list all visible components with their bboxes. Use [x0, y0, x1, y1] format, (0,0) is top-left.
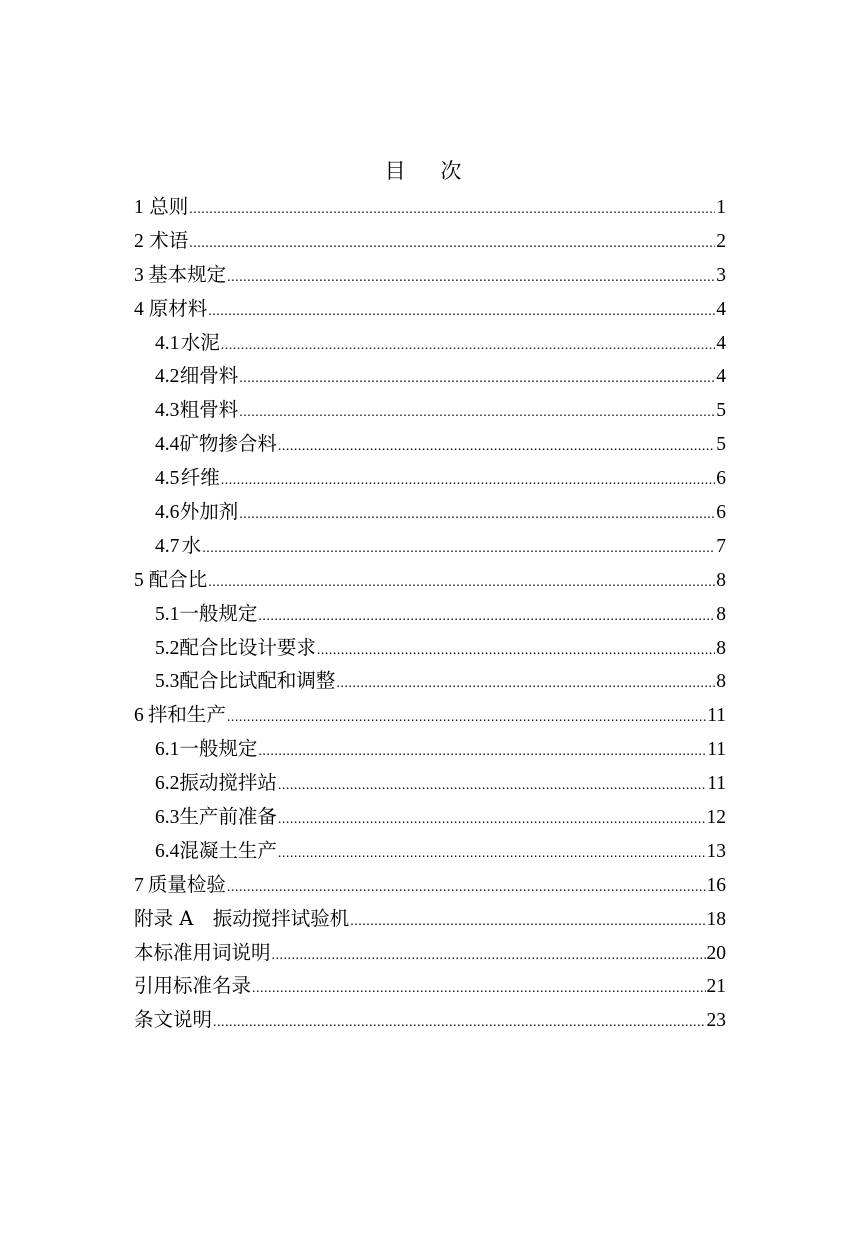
toc-leader-dots: [239, 498, 715, 532]
toc-entry-number: 5.2: [155, 637, 180, 659]
toc-entry-page: 18: [706, 908, 726, 930]
toc-entry-label: 条文说明: [134, 1008, 213, 1032]
toc-entry[interactable]: [134, 732, 726, 766]
toc-entry[interactable]: [134, 224, 726, 258]
toc-entry-page: 4: [716, 298, 726, 320]
toc-entry[interactable]: [134, 597, 726, 631]
toc-entry-page: 12: [706, 807, 726, 829]
toc-entry-page: 5: [716, 434, 726, 456]
toc-entry-label: 粗骨料: [179, 398, 239, 422]
toc-entry-number: 4: [134, 298, 144, 320]
toc-entry[interactable]: [134, 495, 726, 529]
toc-title: 目 次: [384, 159, 476, 183]
toc-entry[interactable]: [134, 698, 726, 732]
toc-leader-dots: [227, 701, 706, 735]
toc-leader-dots: [258, 600, 715, 634]
toc-entry[interactable]: [134, 326, 726, 360]
toc-leader-dots: [221, 464, 716, 498]
toc-entry-page: 8: [716, 603, 726, 625]
toc-leader-dots: [336, 667, 715, 701]
toc-entry-label: 水泥: [180, 330, 220, 354]
toc-leader-dots: [239, 396, 715, 430]
toc-leader-dots: [252, 972, 705, 1006]
toc-entry-label: 细骨料: [179, 364, 239, 388]
toc-entry[interactable]: [134, 190, 726, 224]
toc-leader-dots: [227, 871, 706, 905]
toc-entry[interactable]: [134, 359, 726, 393]
toc-entry-page: 6: [716, 468, 726, 490]
toc-entry-number: 6.1: [155, 739, 180, 761]
toc-leader-dots: [208, 295, 715, 329]
toc-entry-number: 4.7: [155, 535, 180, 557]
toc-entry[interactable]: [134, 800, 726, 834]
toc-entry[interactable]: [134, 766, 726, 800]
toc-entry-label: 总则: [149, 195, 189, 218]
toc-entry-page: 23: [706, 1010, 726, 1032]
toc-entry-label: 配合比设计要求: [179, 635, 316, 659]
toc-leader-dots: [350, 905, 705, 939]
toc-entry[interactable]: [134, 868, 726, 902]
toc-entry-number: 2: [134, 230, 144, 252]
toc-leader-dots: [227, 261, 715, 295]
toc-entry-number: 6.2: [155, 773, 180, 795]
toc-entry[interactable]: [134, 1003, 726, 1037]
toc-leader-dots: [208, 566, 715, 600]
toc-entry-label: 一般规定: [179, 737, 258, 761]
toc-entry[interactable]: [134, 529, 726, 563]
toc-leader-dots: [278, 803, 706, 837]
toc-entry-label: 外加剂: [179, 500, 239, 524]
toc-entry-page: 8: [716, 569, 726, 591]
toc-entry-number: 4.6: [155, 502, 180, 524]
toc-entry-number: 6.4: [155, 840, 180, 862]
toc-leader-dots: [189, 227, 715, 261]
toc-entry-label: 原材料: [148, 296, 208, 320]
toc-entry-number: 3: [134, 264, 144, 286]
toc-entry-number: 5: [134, 569, 144, 591]
toc-entry[interactable]: [134, 834, 726, 868]
toc-entry-page: 21: [706, 976, 726, 998]
toc-entry-page: 11: [707, 705, 726, 727]
toc-entry-label: 纤维: [180, 466, 220, 490]
toc-entry-label: 本标准用词说明: [134, 940, 271, 964]
toc-leader-dots: [258, 735, 706, 769]
toc-entry-page: 20: [706, 942, 726, 964]
toc-entry-label: 一般规定: [179, 601, 258, 625]
toc-entry[interactable]: [134, 664, 726, 698]
toc-leader-dots: [278, 837, 706, 871]
toc-entry-label: 术语: [149, 228, 189, 252]
toc-leader-dots: [202, 532, 715, 566]
toc-entry[interactable]: [134, 936, 726, 970]
toc-entry-page: 4: [716, 366, 726, 388]
toc-entry-number: 6.3: [155, 807, 180, 829]
toc-entry-number: 4.4: [155, 434, 180, 456]
toc-entry-number: 5.3: [155, 671, 180, 693]
toc-leader-dots: [272, 939, 706, 973]
toc-entry-label: 水: [181, 533, 202, 557]
toc-entry-label: 基本规定: [148, 262, 227, 286]
toc-list: [134, 190, 726, 1037]
toc-entry[interactable]: [134, 292, 726, 326]
toc-entry-label: 配合比: [148, 567, 208, 591]
toc-entry-number: 1: [134, 197, 144, 218]
toc-entry[interactable]: [134, 258, 726, 292]
toc-entry-label: 引用标准名录: [134, 974, 252, 998]
toc-entry-label: 拌和生产: [147, 703, 226, 727]
toc-entry[interactable]: [134, 902, 726, 936]
toc-entry[interactable]: [134, 461, 726, 495]
toc-entry-page: 4: [716, 332, 726, 354]
toc-entry-number: 7: [134, 874, 144, 896]
toc-entry-page: 16: [706, 874, 726, 896]
toc-entry-page: 13: [706, 840, 726, 862]
toc-entry-number: 6: [134, 705, 144, 727]
toc-leader-dots: [189, 193, 715, 227]
toc-entry-page: 2: [716, 230, 726, 252]
toc-leader-dots: [278, 769, 706, 803]
toc-entry-label: 附录 A 振动搅拌试验机: [134, 906, 350, 930]
toc-entry-page: 6: [716, 502, 726, 524]
toc-entry-page: 1: [716, 197, 726, 218]
toc-leader-dots: [317, 634, 715, 668]
toc-entry-page: 3: [716, 264, 726, 286]
toc-entry-label: 生产前准备: [179, 805, 277, 829]
toc-entry[interactable]: [134, 631, 726, 665]
toc-entry-page: 11: [707, 739, 726, 761]
toc-entry-page: 5: [716, 400, 726, 422]
toc-entry-number: 5.1: [155, 603, 180, 625]
toc-entry[interactable]: [134, 393, 726, 427]
toc-entry-number: 4.3: [155, 400, 180, 422]
toc-entry-label: 质量检验: [147, 872, 226, 896]
toc-leader-dots: [239, 362, 715, 396]
toc-entry-number: 4.5: [155, 468, 180, 490]
toc-entry[interactable]: [134, 969, 726, 1003]
toc-entry-label: 振动搅拌站: [179, 771, 277, 795]
toc-entry-number: 4.1: [155, 332, 180, 354]
toc-leader-dots: [278, 430, 715, 464]
toc-entry-label: 混凝土生产: [179, 838, 277, 862]
toc-entry-page: 7: [716, 535, 726, 557]
toc-entry[interactable]: [134, 563, 726, 597]
toc-entry-label: 配合比试配和调整: [179, 669, 336, 693]
toc-entry-page: 8: [716, 637, 726, 659]
toc-entry-page: 11: [707, 773, 726, 795]
toc-entry-label: 矿物掺合料: [179, 432, 277, 456]
toc-entry-page: 8: [716, 671, 726, 693]
toc-leader-dots: [213, 1006, 705, 1040]
toc-entry[interactable]: [134, 427, 726, 461]
toc-leader-dots: [221, 329, 716, 363]
toc-entry-number: 4.2: [155, 366, 180, 388]
